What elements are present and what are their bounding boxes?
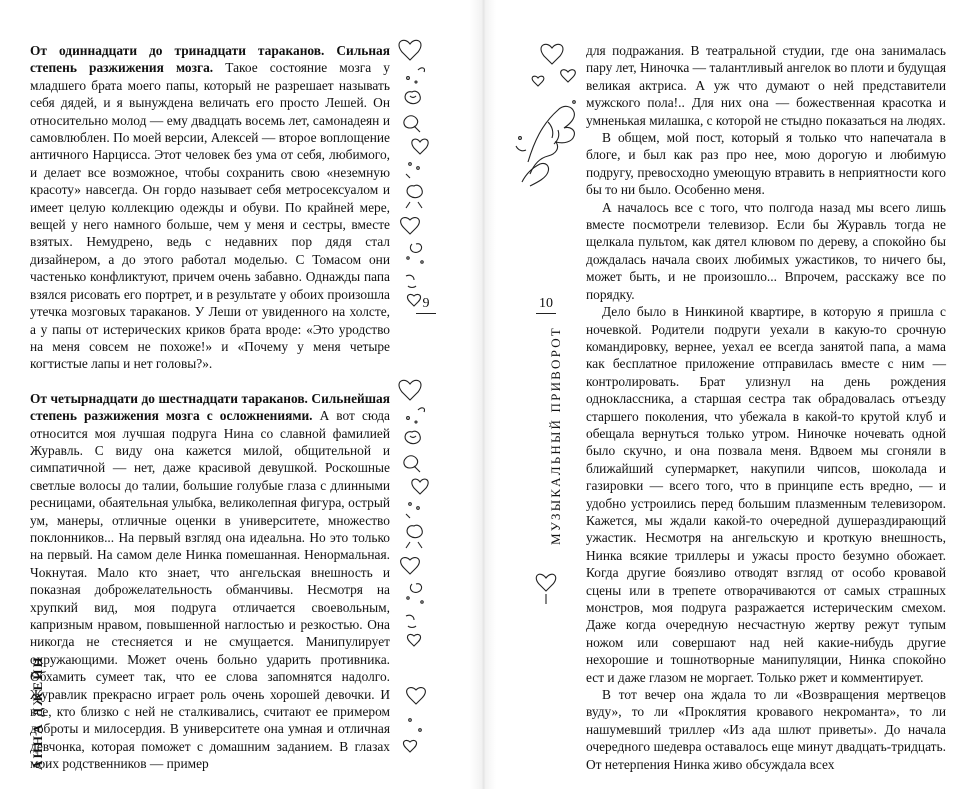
right-page-text <box>586 42 946 773</box>
page-number-left: 9 <box>416 296 436 314</box>
running-head-title: МУЗЫКАЛЬНЫЙ ПРИВОРОТ <box>548 326 563 545</box>
running-head-author: АННА ДЖЕЙН <box>30 655 45 770</box>
hearts-and-flowers-icon <box>396 30 448 765</box>
paragraph: для подражания. В театральной студии, где она занималась пару лет, Ниночка — талантливый ангелок во плоти и будущая великая актриса. А уж что думают о ней представители мужского пола!.. Для них она — божественная красотка и умненькая милашка, с которой не стыдно показаться на людях. <box>586 43 946 128</box>
paragraph: А началось все с того, что полгода назад мы всего лишь вместе посмотрели телевизор. Если бы Журавль тогда не щелкала пультом, как дятел клювом по дереву, а спокойно бы дождалась начала своих любимых ужастиков, то ничего бы, может быть, и не произошло... Впрочем, расскажу все по порядку. <box>586 199 946 302</box>
paragraph-text: Такое состояние мозга у младшего брата моего папы, который не разрешает называть себя дядей, и я вынуждена величать его просто Лешей. Он относительно молод — ему двадцать восемь лет, самонадеян и самовлюблен. По моей версии, Алексей — второе воплощение античного Нарцисса. Этот человек без ума от себя, любимого, и делает все возможное, чтобы сохранить свою «неземную красоту» навсегда. Он гордо называет себя метросексуалом и имеет целую коллекцию одежды и обуви. По крайней мере, вещей у него намного больше, чем у меня и сестры, вместе взятых. Немудрено, ведь с недавних пор дядя стал дизайнером, а до этого работал моделью. С Томасом они частенько конфликтуют, причем очень забавно. Однажды папа взялся рисовать его портрет, и в результате у обоих произошла утечка мозговых тараканов. У Леши от увиденного на холсте, а у папы от истерических криков брата вроде: «Это уродство на меня совсем не похоже!» и «Почему у меня четыре когтистые лапы и нет головы?». <box>30 60 390 372</box>
section-heading: От одиннадцати до тринадцати тараканов. Сильная степень разжижения мозга. <box>30 43 390 76</box>
left-page-text <box>30 42 390 773</box>
hand-with-hearts-icon <box>508 42 588 192</box>
paragraph-text: А вот сюда относится моя лучшая подруга Нина со славной фамилией Журавль. С виду она кажется милой, общительной и симпатичной — нет, даже красивой девушкой. Роскошные светлые волосы до талии, большие голубые глаза с длинными ресницами, обаятельная улыбка, великолепная фигура, острый ум, манеры, отличные оценки в университете, множество поклонников... На первый взгляд она идеальна. Но это только на первый. На самом деле Нинка помешанная. Ненормальная. Чокнутая. Мало кто знает, что ангельская внешность и показная доброжелательность обманчивы. Несмотря на хрупкий вид, моя подруга отличается своевольным, капризным нравом, повышенной наглостью и резкостью. Она никогда не стесняется и не смущается. Манипулирует окружающими. Может очень больно ударить противника. Обхамить сумеет так, что ее слова запомнятся надолго. Журавлик прекрасно играет роль очень хорошей девочки. И все, кто близко с ней не сталкивались, считают ее примером доброты и милосердия. В университете она умная и отличная девчонка, которая поможет с домашним заданием. В глазах моих родственников — пример <box>30 408 390 772</box>
paragraph: В общем, мой пост, который я только что напечатала в блоге, и был как раз про нее, мою дорогую и любимую подругу, превосходно умеющую втравить в неприятности кого бы то ни было. Особенно меня. <box>586 130 946 198</box>
paragraph: Дело было в Нинкиной квартире, в которую я пришла с ночевкой. Родители подруги уехали в какую-то срочную командировку, вернее, уехал ее всегда занятой папа, а мама как бесплатное приложение отправилась вместе с ним — контролировать. Брат улизнул на день рождения одноклассника, а старшая сестра так обрадовалась отъезду старшего поколения, что убежала в какой-то крутой клуб и обещала вернуться только утром. Ниночке ночевать одной было скучно, и она позвала меня. Вдвоем мы сгоняли в ближайший супермаркет, накупили чипсов, шоколада и газировки — всего того, что в принципе есть вредно, — и удобно устроились перед большим плазменным телевизором. Кажется, мы ждали какой-то очередной душераздирающий ужастик. Несмотря на ангельскую и кроткую внешность, Нинка всякие триллеры и ужасы просто безумно обожает. Когда другие боязливо отводят взгляд от особо кровавой сцены или в трепете отворачиваются от самых страшных монстров, моя подруга разражается истерическим смехом. Даже когда очередную несчастную жертву режут тупым ножом или совершают над ней какие-нибудь другие нехорошие и тошнотворные манипуляции, Нинка спокойно ест и даже глазом не моргает. Только ржет и комментирует. <box>586 304 946 685</box>
heart-icon <box>532 566 562 606</box>
paragraph <box>30 42 390 373</box>
paragraph: В тот вечер она ждала то ли «Возвращения мертвецов вуду», то ли «Проклятия кровавого некроманта», то ли нашумевший триллер «Из ада шлют приветы». До начала очередного шедевра оставалось еще минут двадцать-тридцать. От нетерпения Нинка живо обсуждала всех <box>586 687 946 772</box>
page-number-right: 10 <box>536 296 556 314</box>
paragraph <box>30 390 390 773</box>
book-gutter <box>470 0 496 789</box>
section-heading: От четырнадцати до шестнадцати тараканов. Сильнейшая степень разжижения мозга с осложнениями. <box>30 390 390 424</box>
